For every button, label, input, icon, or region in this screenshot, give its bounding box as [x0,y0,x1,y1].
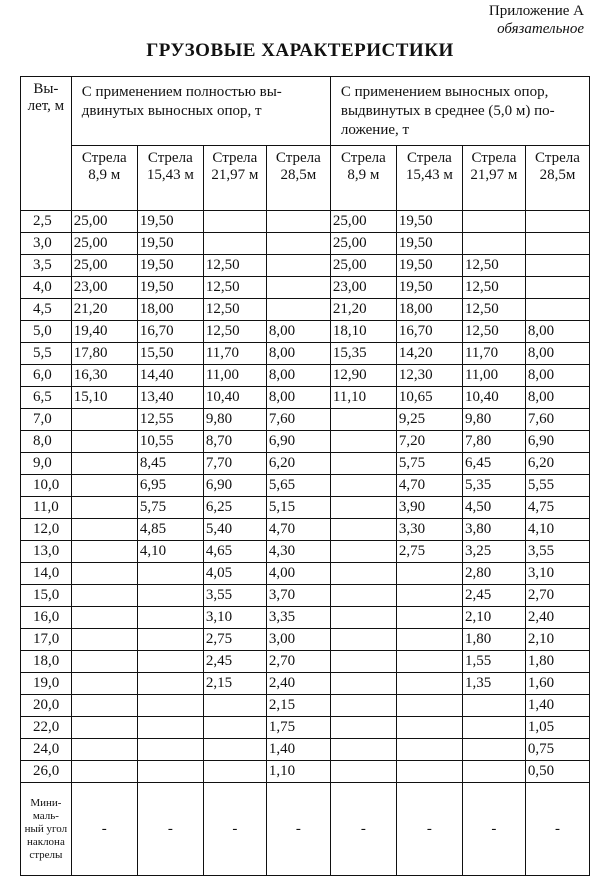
capacity-cell [396,673,462,695]
capacity-cell: 5,35 [462,475,525,497]
capacity-cell [330,585,396,607]
boom-header: Стрела 8,9 м [71,146,137,211]
capacity-cell [330,409,396,431]
capacity-cell [330,497,396,519]
radius-cell: 6,0 [21,365,72,387]
capacity-cell: 6,20 [525,453,589,475]
capacity-cell: 1,80 [462,629,525,651]
min-angle-cell: - [330,783,396,876]
capacity-cell: 25,00 [71,255,137,277]
capacity-cell [71,673,137,695]
capacity-cell: 8,00 [525,343,589,365]
appendix-label [489,2,584,38]
capacity-cell: 12,50 [462,255,525,277]
capacity-cell: 12,30 [396,365,462,387]
table-row [21,717,590,739]
capacity-cell: 23,00 [71,277,137,299]
capacity-cell: 18,00 [396,299,462,321]
table-row [21,409,590,431]
capacity-cell [203,233,266,255]
capacity-cell: 3,90 [396,497,462,519]
capacity-cell: 6,90 [525,431,589,453]
capacity-cell: 8,00 [266,365,330,387]
capacity-cell: 21,20 [71,299,137,321]
capacity-cell: 8,00 [525,365,589,387]
table-row [21,365,590,387]
capacity-cell: 15,35 [330,343,396,365]
capacity-cell: 5,15 [266,497,330,519]
capacity-cell [462,761,525,783]
load-chart-table [20,76,590,876]
table-row [21,783,590,876]
capacity-cell: 9,80 [203,409,266,431]
radius-cell: 14,0 [21,563,72,585]
appendix-subtitle: обязательное [497,21,584,37]
capacity-cell: 3,70 [266,585,330,607]
capacity-cell: 5,40 [203,519,266,541]
capacity-cell: 25,00 [330,211,396,233]
capacity-cell: 15,10 [71,387,137,409]
boom-header: Стрела 21,97 м [462,146,525,211]
capacity-cell: 16,70 [396,321,462,343]
capacity-cell: 2,75 [396,541,462,563]
capacity-cell [462,739,525,761]
radius-cell: 26,0 [21,761,72,783]
radius-cell: 19,0 [21,673,72,695]
capacity-cell [203,211,266,233]
capacity-cell: 10,55 [137,431,203,453]
radius-cell: 16,0 [21,607,72,629]
table-row [21,519,590,541]
capacity-cell: 8,00 [525,387,589,409]
capacity-cell: 0,75 [525,739,589,761]
capacity-cell: 12,90 [330,365,396,387]
capacity-cell: 2,10 [462,607,525,629]
radius-cell: 17,0 [21,629,72,651]
table-row [21,321,590,343]
capacity-cell: 3,00 [266,629,330,651]
capacity-cell: 3,55 [525,541,589,563]
capacity-cell [525,299,589,321]
min-angle-cell: - [462,783,525,876]
table-row [21,453,590,475]
capacity-cell [266,255,330,277]
capacity-cell: 19,50 [137,277,203,299]
capacity-cell: 2,70 [266,651,330,673]
capacity-cell [203,739,266,761]
capacity-cell: 19,50 [396,277,462,299]
table-row [21,673,590,695]
table-row [21,607,590,629]
capacity-cell: 19,50 [396,255,462,277]
capacity-cell [137,695,203,717]
capacity-cell: 4,05 [203,563,266,585]
table-row [21,651,590,673]
capacity-cell: 2,45 [203,651,266,673]
capacity-cell: 1,35 [462,673,525,695]
radius-cell: 3,0 [21,233,72,255]
radius-cell: 4,5 [21,299,72,321]
capacity-cell [71,497,137,519]
capacity-cell [396,739,462,761]
radius-cell: 22,0 [21,717,72,739]
capacity-cell [137,651,203,673]
capacity-cell [330,673,396,695]
radius-cell: 11,0 [21,497,72,519]
capacity-cell [137,673,203,695]
table-row [21,343,590,365]
min-angle-cell: - [396,783,462,876]
capacity-cell: 19,50 [137,211,203,233]
table-row [21,541,590,563]
capacity-cell: 1,40 [525,695,589,717]
capacity-cell [525,233,589,255]
table-row [21,299,590,321]
capacity-cell [330,739,396,761]
capacity-cell [396,761,462,783]
capacity-cell: 3,80 [462,519,525,541]
capacity-cell: 3,35 [266,607,330,629]
capacity-cell [137,629,203,651]
boom-header: Стрела 28,5м [266,146,330,211]
capacity-cell: 4,75 [525,497,589,519]
capacity-cell: 11,70 [203,343,266,365]
capacity-cell: 14,40 [137,365,203,387]
group-header-mid-outriggers: С применением выносных опор, выдвинутых в среднее (5,0 м) по- ложение, т [330,77,589,146]
table-row [21,277,590,299]
capacity-cell [137,563,203,585]
capacity-cell: 12,55 [137,409,203,431]
capacity-cell: 18,10 [330,321,396,343]
capacity-cell [330,475,396,497]
capacity-cell [71,607,137,629]
capacity-cell: 12,50 [203,277,266,299]
capacity-cell [71,563,137,585]
capacity-cell: 12,50 [203,299,266,321]
table-row [21,563,590,585]
capacity-cell [71,739,137,761]
capacity-cell: 19,50 [396,211,462,233]
capacity-cell: 7,60 [266,409,330,431]
capacity-cell [330,717,396,739]
radius-cell: 12,0 [21,519,72,541]
radius-cell: 8,0 [21,431,72,453]
radius-cell: 5,0 [21,321,72,343]
capacity-cell [137,585,203,607]
capacity-cell [71,475,137,497]
capacity-cell: 2,70 [525,585,589,607]
capacity-cell: 14,20 [396,343,462,365]
capacity-cell: 10,40 [462,387,525,409]
capacity-cell: 6,25 [203,497,266,519]
capacity-cell [266,299,330,321]
capacity-cell [266,277,330,299]
capacity-cell [330,695,396,717]
capacity-cell: 3,55 [203,585,266,607]
capacity-cell [396,629,462,651]
capacity-cell: 17,80 [71,343,137,365]
capacity-cell [71,541,137,563]
capacity-cell [71,519,137,541]
capacity-cell [71,761,137,783]
min-angle-cell: - [266,783,330,876]
capacity-cell [330,563,396,585]
capacity-cell: 2,80 [462,563,525,585]
table-row [21,255,590,277]
capacity-cell [330,651,396,673]
capacity-cell: 1,80 [525,651,589,673]
capacity-cell: 4,00 [266,563,330,585]
capacity-cell [330,519,396,541]
capacity-cell [525,211,589,233]
capacity-cell: 3,25 [462,541,525,563]
capacity-cell [396,651,462,673]
capacity-cell [330,541,396,563]
capacity-cell [462,211,525,233]
capacity-cell: 12,50 [462,277,525,299]
table-row [21,475,590,497]
capacity-cell [396,563,462,585]
capacity-cell: 5,55 [525,475,589,497]
table-row [21,233,590,255]
page-title: ГРУЗОВЫЕ ХАРАКТЕРИСТИКИ [146,40,454,61]
capacity-cell: 4,85 [137,519,203,541]
capacity-cell: 12,50 [203,321,266,343]
capacity-cell [396,607,462,629]
capacity-cell: 8,45 [137,453,203,475]
radius-cell: 4,0 [21,277,72,299]
radius-cell: 18,0 [21,651,72,673]
capacity-cell: 11,00 [462,365,525,387]
capacity-cell [266,211,330,233]
capacity-cell [71,453,137,475]
capacity-cell: 1,60 [525,673,589,695]
table-row [21,761,590,783]
capacity-cell: 11,00 [203,365,266,387]
table-row [21,431,590,453]
capacity-cell: 2,10 [525,629,589,651]
capacity-cell: 12,50 [462,321,525,343]
group-header-full-outriggers: С применением полностью вы- двинутых выносных опор, т [71,77,330,146]
capacity-cell: 8,00 [525,321,589,343]
capacity-cell [71,431,137,453]
capacity-cell: 18,00 [137,299,203,321]
capacity-cell: 6,95 [137,475,203,497]
capacity-cell [203,761,266,783]
capacity-cell [137,739,203,761]
capacity-cell: 0,50 [525,761,589,783]
table-row [21,739,590,761]
capacity-cell [137,717,203,739]
capacity-cell: 12,50 [462,299,525,321]
capacity-cell: 1,55 [462,651,525,673]
capacity-cell: 3,10 [525,563,589,585]
capacity-cell: 6,90 [266,431,330,453]
capacity-cell: 8,00 [266,387,330,409]
capacity-cell [71,717,137,739]
radius-cell: 13,0 [21,541,72,563]
boom-header: Стрела 8,9 м [330,146,396,211]
min-angle-label: Мини- маль- ный угол наклона стрелы [21,783,72,876]
capacity-cell: 2,75 [203,629,266,651]
capacity-cell: 25,00 [71,233,137,255]
capacity-cell [525,277,589,299]
min-angle-cell: - [203,783,266,876]
capacity-cell: 10,40 [203,387,266,409]
capacity-cell: 7,20 [396,431,462,453]
radius-cell: 24,0 [21,739,72,761]
capacity-cell [71,409,137,431]
radius-cell: 3,5 [21,255,72,277]
radius-header: Вы- лет, м [21,77,72,211]
capacity-cell: 13,40 [137,387,203,409]
capacity-cell: 12,50 [203,255,266,277]
capacity-cell: 7,70 [203,453,266,475]
capacity-cell: 4,30 [266,541,330,563]
capacity-cell: 1,10 [266,761,330,783]
capacity-cell: 3,10 [203,607,266,629]
capacity-cell [137,761,203,783]
radius-cell: 15,0 [21,585,72,607]
capacity-cell: 19,40 [71,321,137,343]
capacity-cell [203,695,266,717]
capacity-cell: 4,10 [137,541,203,563]
radius-cell: 9,0 [21,453,72,475]
capacity-cell [330,629,396,651]
capacity-cell [330,431,396,453]
appendix-title: Приложение А [488,3,584,19]
capacity-cell: 16,30 [71,365,137,387]
capacity-cell: 9,80 [462,409,525,431]
min-angle-cell: - [525,783,589,876]
capacity-cell: 25,00 [71,211,137,233]
capacity-cell: 4,65 [203,541,266,563]
capacity-cell: 6,90 [203,475,266,497]
capacity-cell [203,717,266,739]
capacity-cell: 4,70 [396,475,462,497]
capacity-cell: 8,00 [266,321,330,343]
radius-cell: 20,0 [21,695,72,717]
capacity-cell: 2,45 [462,585,525,607]
capacity-cell [266,233,330,255]
capacity-cell: 4,70 [266,519,330,541]
capacity-cell [462,233,525,255]
capacity-cell: 10,65 [396,387,462,409]
capacity-cell: 25,00 [330,255,396,277]
capacity-cell: 7,80 [462,431,525,453]
capacity-cell [525,255,589,277]
capacity-cell: 23,00 [330,277,396,299]
table-row [21,211,590,233]
capacity-cell: 21,20 [330,299,396,321]
min-angle-cell: - [71,783,137,876]
radius-cell: 5,5 [21,343,72,365]
table-row [21,695,590,717]
capacity-cell: 2,40 [266,673,330,695]
min-angle-cell: - [137,783,203,876]
capacity-cell: 25,00 [330,233,396,255]
capacity-cell [396,585,462,607]
capacity-cell: 6,45 [462,453,525,475]
table-row [21,387,590,409]
capacity-cell [462,717,525,739]
capacity-cell: 1,40 [266,739,330,761]
capacity-cell: 7,60 [525,409,589,431]
capacity-cell [396,695,462,717]
capacity-cell: 11,70 [462,343,525,365]
capacity-cell: 2,40 [525,607,589,629]
capacity-cell: 1,75 [266,717,330,739]
capacity-cell: 2,15 [203,673,266,695]
capacity-cell [330,453,396,475]
capacity-cell: 8,00 [266,343,330,365]
capacity-cell [462,695,525,717]
capacity-cell: 5,75 [396,453,462,475]
capacity-cell: 5,65 [266,475,330,497]
boom-header: Стрела 28,5м [525,146,589,211]
radius-cell: 7,0 [21,409,72,431]
capacity-cell [137,607,203,629]
boom-header: Стрела 15,43 м [137,146,203,211]
capacity-cell: 8,70 [203,431,266,453]
capacity-cell [71,629,137,651]
table-row [21,585,590,607]
radius-cell: 10,0 [21,475,72,497]
capacity-cell: 4,50 [462,497,525,519]
capacity-cell: 15,50 [137,343,203,365]
capacity-cell [71,585,137,607]
capacity-cell: 5,75 [137,497,203,519]
capacity-cell: 3,30 [396,519,462,541]
capacity-cell: 6,20 [266,453,330,475]
radius-cell: 6,5 [21,387,72,409]
capacity-cell [330,607,396,629]
capacity-cell: 1,05 [525,717,589,739]
capacity-cell: 16,70 [137,321,203,343]
table-row [21,629,590,651]
capacity-cell: 2,15 [266,695,330,717]
capacity-cell: 11,10 [330,387,396,409]
capacity-cell: 9,25 [396,409,462,431]
capacity-cell: 4,10 [525,519,589,541]
boom-header: Стрела 15,43 м [396,146,462,211]
capacity-cell: 19,50 [137,255,203,277]
boom-header: Стрела 21,97 м [203,146,266,211]
radius-cell: 2,5 [21,211,72,233]
capacity-cell [330,761,396,783]
capacity-cell [71,695,137,717]
table-row [21,497,590,519]
capacity-cell: 19,50 [137,233,203,255]
capacity-cell: 19,50 [396,233,462,255]
capacity-cell [71,651,137,673]
capacity-cell [396,717,462,739]
